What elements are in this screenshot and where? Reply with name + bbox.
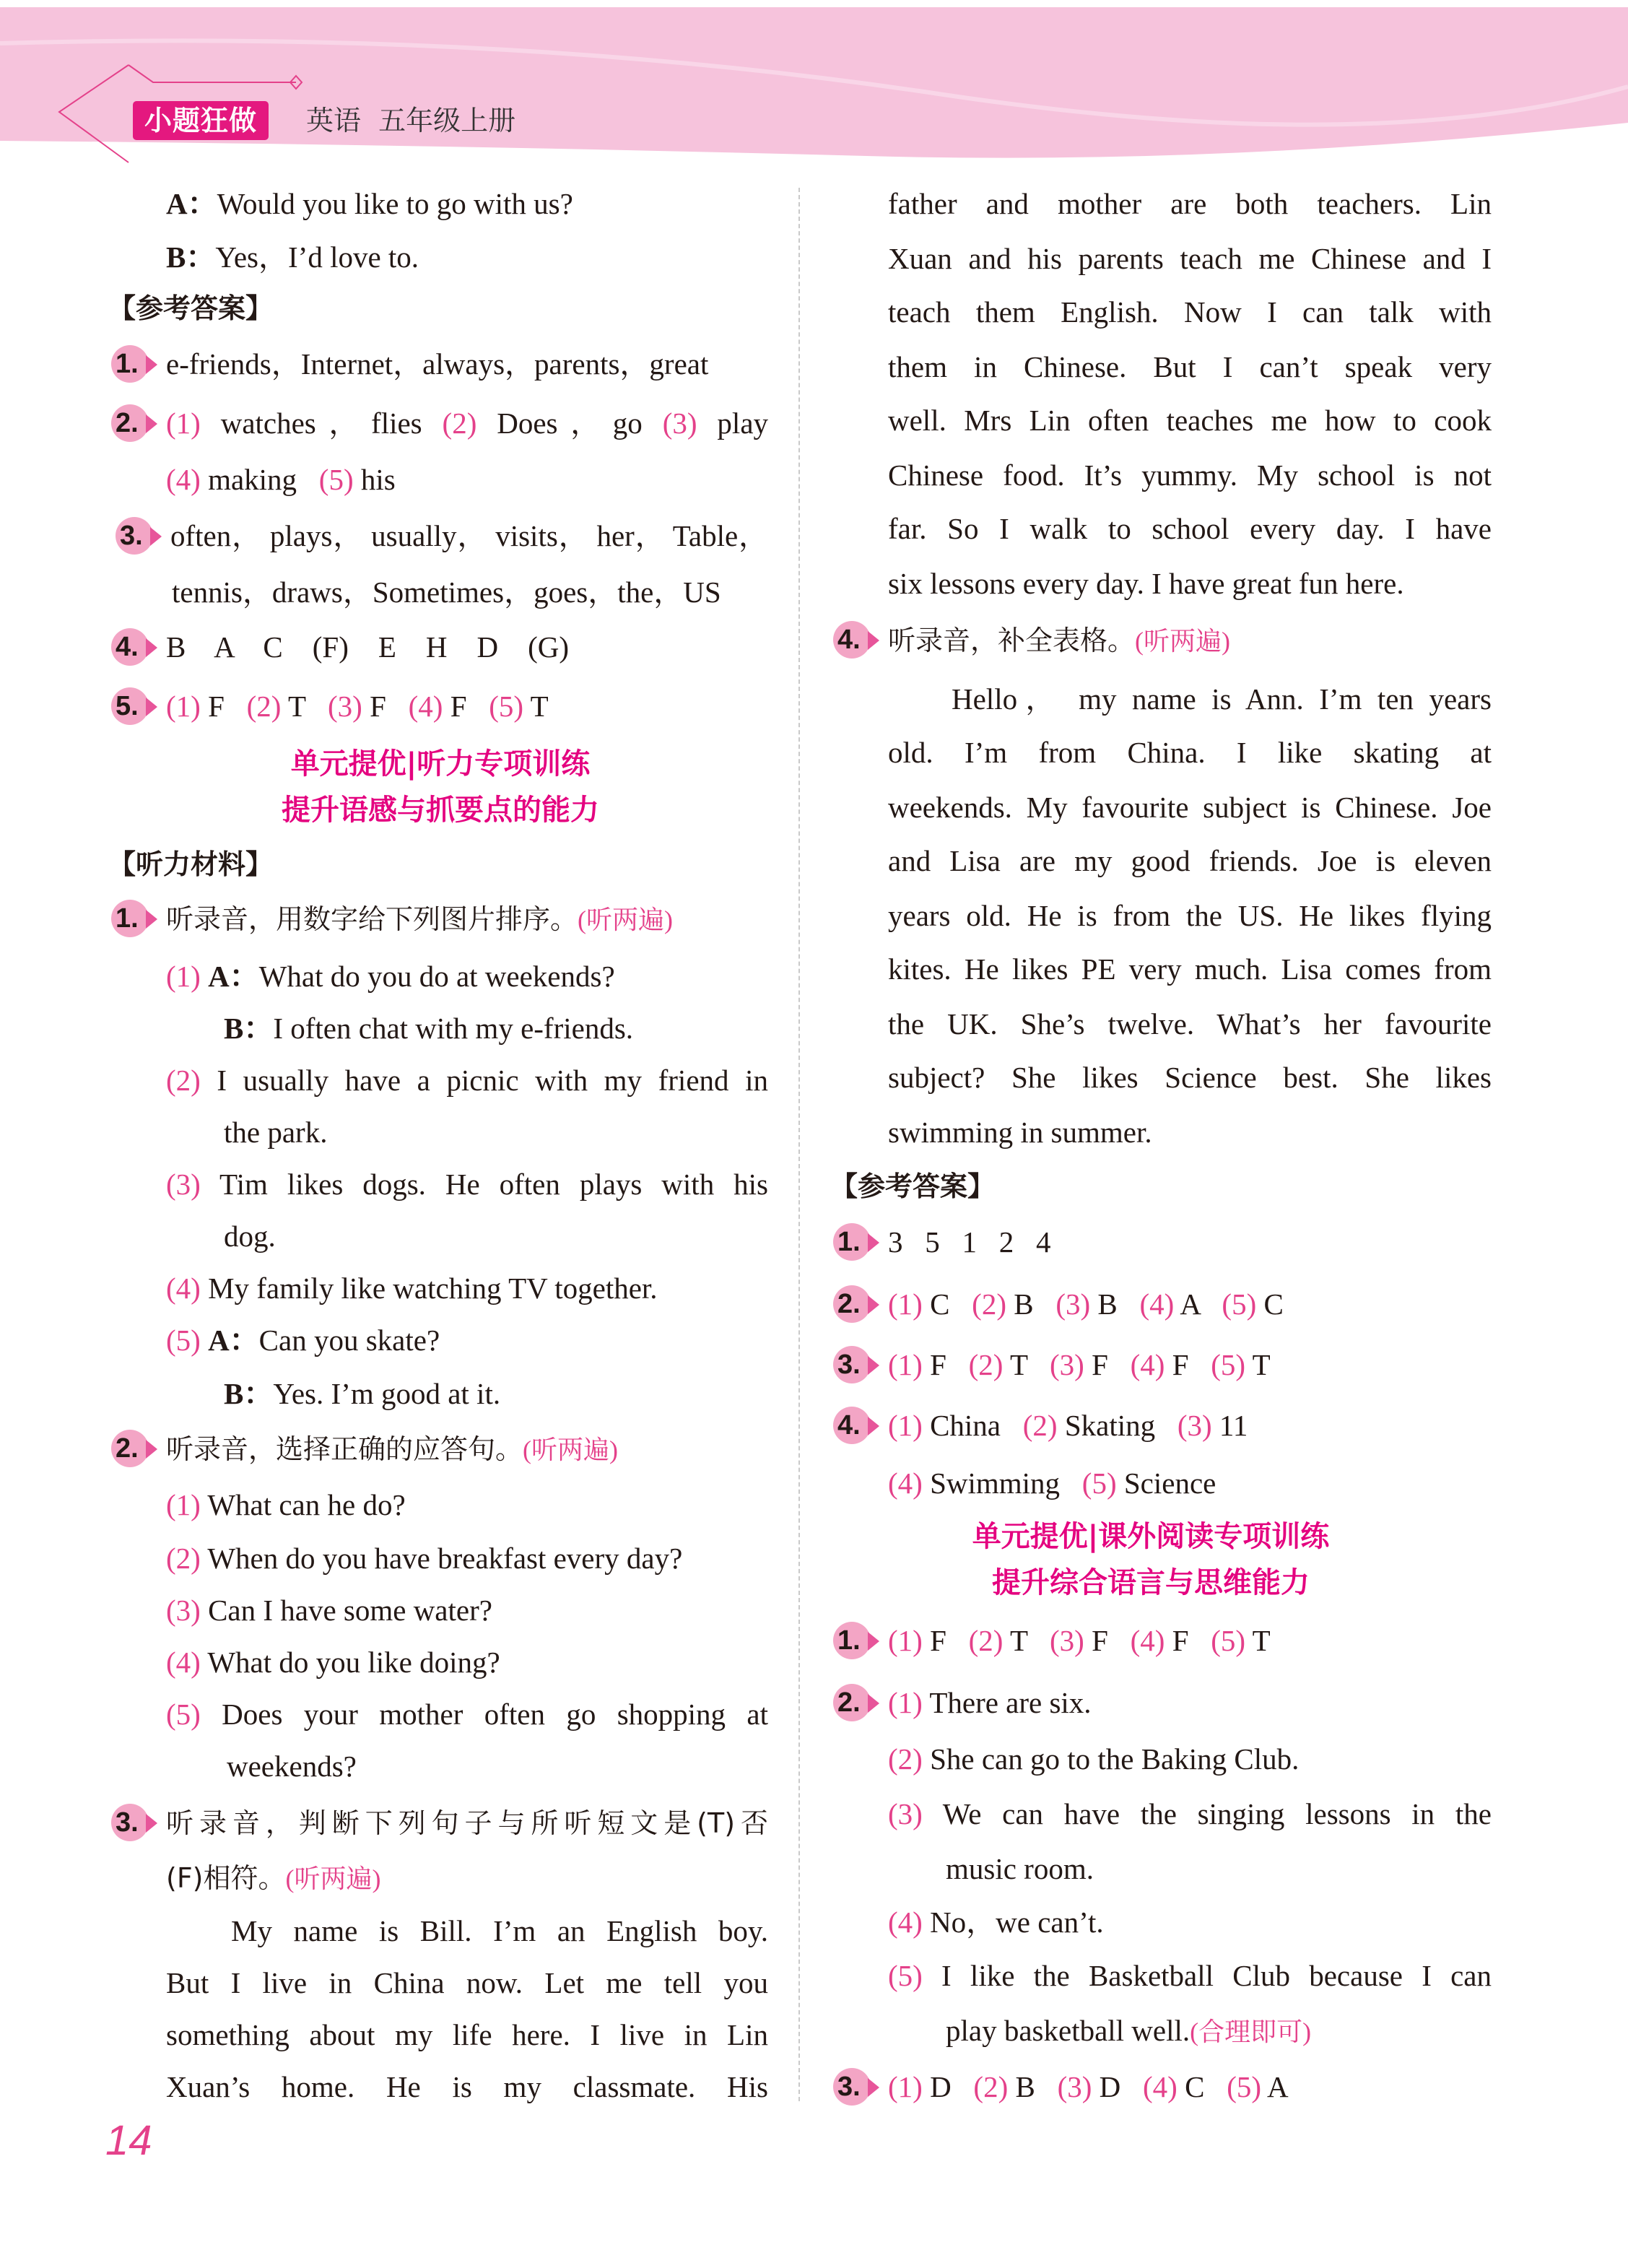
text-line — [224, 1373, 500, 1414]
item-number: (5) — [1211, 1624, 1246, 1657]
text-line — [166, 1694, 768, 1734]
badge-number: 2. — [116, 1433, 139, 1464]
text-line — [888, 183, 1492, 224]
item-number: (4) — [1130, 1348, 1165, 1381]
text-line — [166, 1963, 768, 2003]
text-line — [166, 1802, 768, 1843]
line-text: F — [922, 1624, 969, 1657]
question-number-badge — [111, 1430, 156, 1470]
line-text: father and mother are both teachers. Lin — [888, 187, 1492, 220]
line-text: T — [523, 690, 549, 723]
section-heading — [108, 287, 273, 328]
section-heading — [830, 1165, 995, 1206]
text-line — [166, 1642, 500, 1682]
item-number: (1) — [888, 2070, 923, 2103]
item-number: (1) — [888, 1624, 923, 1657]
line-text: making — [200, 463, 319, 496]
item-number: (5) — [318, 463, 354, 496]
text-line — [888, 455, 1492, 495]
line-text: B — [1008, 2070, 1058, 2103]
line-text: the UK. She’s twelve. What’s her favourite — [888, 1007, 1492, 1040]
line-text: T — [1245, 1624, 1271, 1657]
line-text: What can he do? — [200, 1488, 406, 1521]
item-number: (2) — [442, 407, 477, 440]
line-text: Tim likes dogs. He often plays with his — [200, 1168, 768, 1201]
question-number-badge — [111, 900, 156, 940]
line-text: old. I’m from China. I like skating at — [888, 736, 1492, 769]
item-number: (4) — [166, 1646, 201, 1679]
section-title-text: 单元提优|听力专项训练 — [290, 747, 591, 781]
item-number: (3) — [1177, 1409, 1212, 1442]
text-line — [224, 1008, 633, 1048]
question-number-badge — [833, 2068, 878, 2108]
text-line — [166, 1060, 768, 1100]
question-number-badge — [111, 404, 156, 445]
instruction-text: 听录音，用数字给下列图片排序。 — [166, 903, 578, 935]
item-number: (4) — [1139, 1287, 1175, 1321]
line-text: years old. He is from the US. He likes flying — [888, 899, 1492, 932]
item-number: (1) — [888, 1409, 923, 1442]
speaker-label: A： — [208, 960, 259, 993]
line-text: the park. — [224, 1116, 328, 1149]
line-text: Yes. I’m good at it. — [273, 1377, 501, 1410]
item-number: (1) — [888, 1686, 923, 1719]
line-text: F — [443, 690, 489, 723]
text-line — [166, 1428, 618, 1469]
question-number-badge — [833, 1684, 878, 1724]
text-line — [888, 1739, 1299, 1779]
item-number: (4) — [1143, 2070, 1178, 2103]
badge-number: 2. — [116, 408, 139, 438]
badge-arrow-icon — [868, 1233, 879, 1252]
item-number: (3) — [1057, 2070, 1092, 2103]
line-text: Xuan’s home. He is my classmate. His — [166, 2070, 768, 2103]
speaker-label: B： — [224, 1012, 274, 1045]
text-line — [888, 400, 1492, 440]
badge-number: 3. — [120, 521, 143, 551]
question-number-badge — [111, 628, 156, 669]
line-text: weekends? — [227, 1750, 357, 1783]
line-text: A — [1174, 1287, 1222, 1321]
text-line — [946, 2010, 1311, 2051]
badge-arrow-icon — [868, 631, 879, 650]
line-text: C — [1177, 2070, 1227, 2103]
line-text: e-friends，Internet，always，parents，great — [166, 347, 709, 381]
instruction-text: 听录音，补全表格。 — [888, 625, 1136, 656]
item-number: (2) — [1022, 1409, 1058, 1442]
item-number: (3) — [1055, 1287, 1091, 1321]
line-text: dog. — [224, 1220, 276, 1253]
line-text: T — [1245, 1348, 1271, 1381]
line-text: often， plays， usually， visits， her， Table， — [170, 519, 768, 552]
section-title — [152, 790, 729, 830]
badge-arrow-icon — [146, 638, 157, 657]
line-text: F — [362, 690, 409, 723]
line-text: F — [200, 690, 247, 723]
speaker-label: A： — [208, 1324, 259, 1357]
item-number: (3) — [1050, 1348, 1084, 1381]
item-number: (2) — [888, 1742, 923, 1776]
line-text: Can you skate? — [258, 1324, 440, 1357]
page-number: 14 — [105, 2117, 152, 2164]
line-text: F — [1165, 1624, 1211, 1657]
line-text: I like the Basketball Club because I can — [922, 1959, 1492, 1992]
line-text: T — [281, 690, 328, 723]
item-number: (3) — [166, 1168, 201, 1201]
item-number: (5) — [1227, 2070, 1261, 2103]
badge-arrow-icon — [146, 1440, 157, 1459]
line-text: What do you do at weekends? — [258, 960, 615, 993]
text-line — [166, 898, 673, 939]
line-text: swimming in summer. — [888, 1116, 1152, 1149]
line-text: D — [922, 2070, 974, 2103]
badge-arrow-icon — [868, 1632, 879, 1651]
line-text: But I live in China now. Let me tell you — [166, 1966, 768, 1999]
heading-text: 【参考答案】 — [830, 1170, 996, 1202]
badge-number: 1. — [837, 1227, 861, 1257]
line-text: and Lisa are my good friends. Joe is eleven — [888, 844, 1492, 877]
text-line — [888, 1112, 1152, 1152]
line-text: Would you like to go with us? — [217, 187, 573, 220]
line-text: When do you have breakfast every day? — [200, 1542, 683, 1575]
line-text: I usually have a picnic with my friend in — [200, 1064, 768, 1097]
text-line — [888, 840, 1492, 881]
text-line — [888, 1794, 1492, 1834]
badge-number: 4. — [116, 632, 139, 662]
text-line — [166, 956, 615, 996]
line-text: kites. He likes PE very much. Lisa comes from — [888, 952, 1492, 986]
text-line — [888, 508, 1492, 549]
line-text: Can I have some water? — [200, 1594, 492, 1627]
section-title — [862, 1516, 1440, 1557]
line-text: C — [1256, 1287, 1284, 1321]
item-number: (3) — [888, 1797, 923, 1830]
badge-arrow-icon — [146, 1814, 157, 1833]
text-line — [166, 237, 419, 277]
text-line — [888, 1955, 1492, 1996]
text-line — [231, 1911, 768, 1951]
line-text: 11 — [1211, 1409, 1248, 1442]
text-line — [888, 1284, 1284, 1324]
line-text: 3 5 1 2 4 — [888, 1225, 1051, 1259]
badge-arrow-icon — [146, 910, 157, 929]
item-number: (5) — [1211, 1348, 1246, 1381]
text-line — [166, 344, 708, 384]
speaker-label: B： — [224, 1377, 274, 1410]
item-number: (1) — [888, 1287, 923, 1321]
question-number-badge — [111, 1804, 156, 1844]
line-text: weekends. My favourite subject is Chinese. Joe — [888, 791, 1492, 824]
heading-text: 【听力材料】 — [108, 848, 274, 880]
line-text: No，we can’t. — [922, 1906, 1104, 1939]
text-line — [166, 2067, 768, 2107]
line-text: music room. — [946, 1852, 1094, 1885]
badge-number: 4. — [837, 625, 861, 655]
line-text: There are six. — [922, 1686, 1092, 1719]
line-text — [201, 1324, 208, 1357]
line-text: Yes，I’d love to. — [215, 240, 419, 274]
line-text: T — [1003, 1624, 1050, 1657]
line-text: China — [922, 1409, 1023, 1442]
text-line — [888, 1057, 1492, 1098]
item-number: (5) — [489, 690, 524, 723]
line-text: F — [1084, 1624, 1131, 1657]
text-line — [166, 1485, 406, 1525]
badge-number: 2. — [837, 1289, 861, 1319]
badge-number: 4. — [837, 1410, 861, 1441]
badge-arrow-icon — [868, 1356, 879, 1375]
line-text: I often chat with my e-friends. — [273, 1012, 634, 1045]
line-text: We can have the singing lessons in the — [922, 1797, 1492, 1830]
line-text: Skating — [1057, 1409, 1178, 1442]
line-text: teach them English. Now I can talk with — [888, 295, 1492, 329]
listen-twice-note: (听两遍) — [523, 1435, 618, 1464]
line-text: She can go to the Baking Club. — [922, 1742, 1300, 1776]
text-line — [166, 1538, 682, 1578]
brand-label: 小题狂做 — [133, 101, 269, 140]
line-text: My family like watching TV together. — [200, 1272, 658, 1305]
text-line — [888, 620, 1230, 660]
item-number: (4) — [166, 463, 201, 496]
badge-number: 1. — [116, 349, 139, 379]
line-text: something about my life here. I live in Lin — [166, 2018, 768, 2051]
badge-arrow-icon — [150, 527, 162, 546]
page-header — [0, 0, 1628, 188]
line-text: play — [697, 407, 769, 440]
section-title — [152, 744, 729, 784]
item-number: (1) — [888, 1348, 923, 1381]
line-text: Science — [1116, 1467, 1216, 1500]
line-text: F — [1084, 1348, 1131, 1381]
line-text: B — [1090, 1287, 1140, 1321]
section-title-text: 提升综合语言与思维能力 — [992, 1566, 1310, 1599]
line-text: subject? She likes Science best. She likes — [888, 1061, 1492, 1094]
item-number: (2) — [246, 690, 282, 723]
line-text: play basketball well. — [946, 2014, 1190, 2047]
text-line — [888, 347, 1492, 387]
text-line — [224, 1112, 327, 1152]
text-line — [166, 1164, 768, 1204]
heading-text: 【参考答案】 — [108, 292, 274, 324]
line-text: six lessons every day. I have great fun here. — [888, 567, 1404, 600]
badge-number: 2. — [837, 1687, 861, 1718]
text-line — [888, 732, 1492, 773]
line-text: Swimming — [922, 1467, 1082, 1500]
text-line — [166, 686, 549, 726]
text-line — [952, 679, 1492, 719]
badge-arrow-icon — [146, 414, 157, 433]
item-number: (1) — [166, 960, 201, 993]
text-line — [224, 1216, 276, 1256]
text-line — [166, 1590, 492, 1630]
listen-twice-note: (听两遍) — [285, 1864, 381, 1893]
badge-arrow-icon — [868, 1295, 879, 1314]
instruction-text: (F)相符。 — [166, 1862, 286, 1894]
text-line — [888, 1620, 1271, 1661]
section-heading — [108, 843, 273, 884]
line-text: B — [1006, 1287, 1056, 1321]
badge-number: 1. — [837, 1625, 861, 1656]
section-title-text: 提升语感与抓要点的能力 — [282, 794, 599, 827]
line-text: B A C (F) E H D (G) — [166, 630, 570, 664]
item-number: (4) — [888, 1906, 923, 1939]
text-line — [888, 787, 1492, 827]
item-number: (5) — [888, 1959, 923, 1992]
item-number: (5) — [1081, 1467, 1117, 1500]
instruction-text: 听录音，判断下列句子与所听短文是(T)否 — [166, 1807, 768, 1839]
question-number-badge — [833, 1346, 878, 1386]
line-text: far. So I walk to school every day. I have — [888, 512, 1492, 545]
badge-number: 1. — [116, 903, 139, 934]
text-line — [170, 516, 768, 556]
item-number: (5) — [1222, 1287, 1257, 1321]
line-text: T — [1003, 1348, 1050, 1381]
badge-arrow-icon — [868, 1694, 879, 1713]
listen-twice-note: (听两遍) — [578, 905, 673, 934]
text-line — [166, 627, 569, 667]
text-line — [888, 1682, 1092, 1723]
text-line — [166, 459, 396, 500]
item-number: (2) — [166, 1542, 201, 1575]
line-text: Does your mother often go shopping at — [200, 1698, 768, 1731]
item-number: (2) — [973, 2070, 1009, 2103]
text-line — [888, 895, 1492, 936]
section-title — [862, 1563, 1440, 1603]
question-number-badge — [116, 517, 160, 557]
line-text: My name is Bill. I’m an English boy. — [231, 1914, 768, 1947]
text-line — [888, 2067, 1289, 2107]
line-text: Xuan and his parents teach me Chinese and I — [888, 242, 1492, 275]
line-text: F — [1165, 1348, 1211, 1381]
line-text: Hello， my name is Ann. I’m ten years — [952, 682, 1492, 716]
text-line — [888, 1344, 1271, 1385]
text-line — [888, 1405, 1248, 1446]
listen-twice-note: (听两遍) — [1135, 627, 1230, 656]
badge-number: 3. — [116, 1807, 139, 1838]
question-number-badge — [833, 1223, 878, 1264]
column-divider — [798, 188, 800, 2101]
item-number: (3) — [328, 690, 362, 723]
line-text: F — [922, 1348, 969, 1381]
text-line — [888, 563, 1404, 604]
line-text: What do you like doing? — [200, 1646, 500, 1679]
question-number-badge — [833, 1285, 878, 1326]
badge-number: 5. — [116, 691, 139, 721]
text-line — [888, 1463, 1216, 1503]
item-number: (4) — [166, 1272, 201, 1305]
header-band — [0, 0, 1628, 188]
text-line — [172, 572, 721, 612]
item-number: (3) — [662, 407, 697, 440]
badge-arrow-icon — [868, 1417, 879, 1435]
text-line — [227, 1746, 357, 1786]
text-line — [166, 183, 573, 224]
item-number: (1) — [166, 1488, 201, 1521]
question-number-badge — [111, 687, 156, 728]
question-number-badge — [833, 621, 878, 661]
item-number: (5) — [166, 1324, 201, 1357]
item-number: (1) — [166, 407, 201, 440]
book-title: 英语 五年级上册 — [306, 105, 516, 136]
speaker-label: B： — [166, 240, 216, 274]
badge-number: 3. — [837, 2072, 861, 2102]
question-number-badge — [833, 1622, 878, 1662]
line-text: them in Chinese. But I can’t speak very — [888, 350, 1492, 383]
item-number: (1) — [166, 690, 201, 723]
item-number: (5) — [166, 1698, 201, 1731]
item-number: (4) — [1130, 1624, 1165, 1657]
line-text: Does，go — [476, 407, 663, 440]
text-line — [166, 1268, 658, 1308]
question-number-badge — [111, 345, 156, 386]
text-line — [166, 403, 768, 443]
text-line — [888, 1902, 1104, 1942]
speaker-label: A： — [166, 187, 217, 220]
line-text: A — [1261, 2070, 1289, 2103]
item-number: (4) — [408, 690, 443, 723]
line-text: Chinese food. It’s yummy. My school is not — [888, 459, 1492, 492]
item-number: (3) — [1050, 1624, 1084, 1657]
text-line — [888, 949, 1492, 989]
line-text — [201, 960, 208, 993]
item-number: (2) — [968, 1348, 1004, 1381]
text-line — [888, 292, 1492, 332]
text-line — [166, 1857, 381, 1898]
badge-arrow-icon — [146, 698, 157, 716]
item-number: (2) — [968, 1624, 1004, 1657]
line-text: his — [353, 463, 396, 496]
text-line — [946, 1848, 1094, 1889]
line-text: watches，flies — [200, 407, 443, 440]
item-number: (2) — [166, 1064, 201, 1097]
text-line — [166, 2015, 768, 2055]
question-number-badge — [833, 1407, 878, 1447]
listen-twice-note: (合理即可) — [1190, 2017, 1312, 2046]
badge-number: 3. — [837, 1350, 861, 1380]
text-line — [888, 1222, 1051, 1262]
line-text: D — [1092, 2070, 1144, 2103]
badge-arrow-icon — [868, 2078, 879, 2097]
text-line — [888, 238, 1492, 279]
line-text: C — [922, 1287, 972, 1321]
item-number: (3) — [166, 1594, 201, 1627]
badge-arrow-icon — [146, 355, 157, 374]
text-line — [888, 1004, 1492, 1044]
section-title-text: 单元提优|课外阅读专项训练 — [972, 1520, 1330, 1553]
line-text: well. Mrs Lin often teaches me how to cook — [888, 404, 1492, 437]
item-number: (4) — [888, 1467, 923, 1500]
item-number: (2) — [972, 1287, 1006, 1321]
instruction-text: 听录音，选择正确的应答句。 — [166, 1433, 523, 1465]
line-text: tennis，draws，Sometimes，goes，the，US — [172, 575, 721, 609]
text-line — [166, 1320, 440, 1360]
